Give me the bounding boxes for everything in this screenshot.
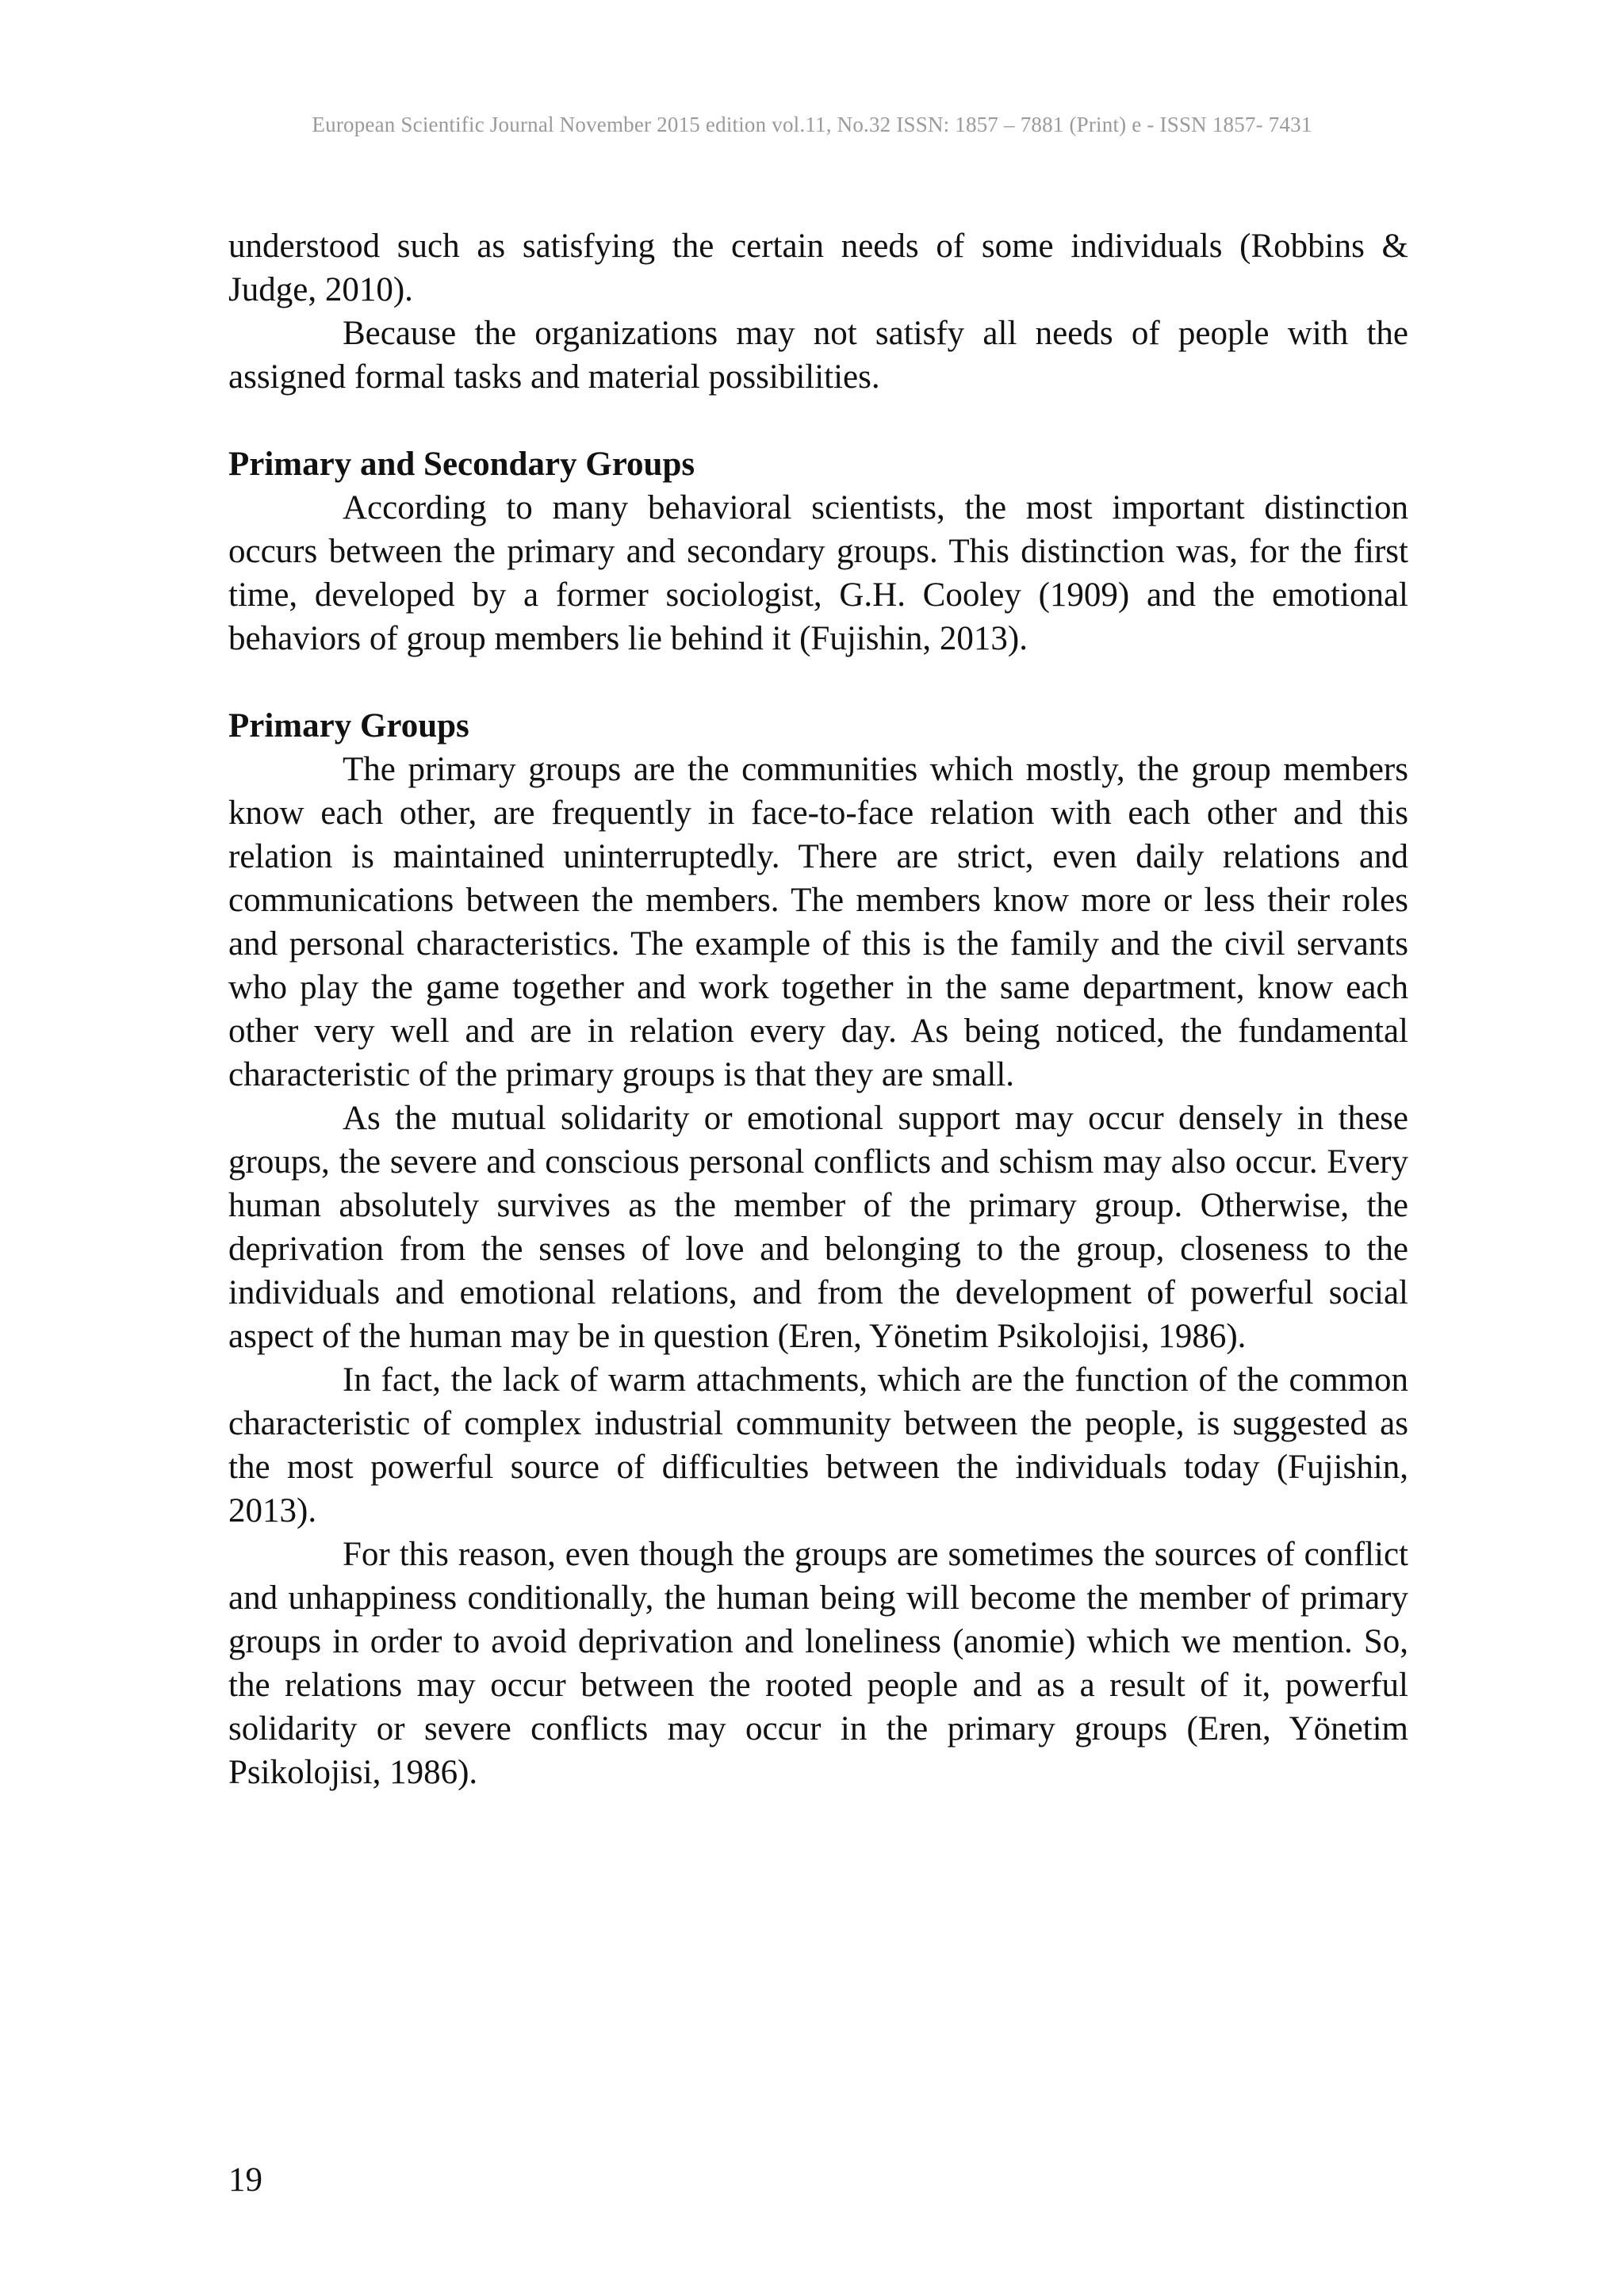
paragraph-primary-groups-definition: The primary groups are the communities which mostly, the group members know each other, are frequently in face-to-face relation with each other and this relation is maintained uninterruptedly. There are strict, even daily relations and communications between the members. The members know more or less their roles and personal characteristics. The example of this is the family and the civil servants who play the game together and work together in the same department, know each other very well and are in relation every day. As being noticed, the fundamental characteristic of the primary groups is that they are small. <box>228 751 1408 1093</box>
page-number: 19 <box>228 2161 262 2199</box>
article-body <box>228 224 1408 1794</box>
paragraph-avoid-deprivation: For this reason, even though the groups are sometimes the sources of conflict and unhappiness conditionally, the human being will become the member of primary groups in order to avoid deprivation and loneliness (anomie) which we mention. So, the relations may occur between the rooted people and as a result of it, powerful solidarity or severe conflicts may occur in the primary groups (Eren, Yönetim Psikolojisi, 1986). <box>228 1536 1408 1791</box>
paragraph-cooley-distinction: According to many behavioral scientists, the most important distinction occurs between the primary and secondary groups. This distinction was, for the first time, developed by a former sociologist, G.H. Cooley (1909) and the emotional behaviors of group members lie behind it (Fujishin, 2013). <box>228 489 1408 657</box>
paragraph-warm-attachments: In fact, the lack of warm attachments, which are the function of the common characteristic of complex industrial community between the people, is suggested as the most powerful source of difficulties between the individuals today (Fujishin, 2013). <box>228 1361 1408 1529</box>
section-heading-primary-groups: Primary Groups <box>228 707 469 745</box>
section-heading-primary-secondary-groups: Primary and Secondary Groups <box>228 446 695 483</box>
paragraph-solidarity-conflicts: As the mutual solidarity or emotional support may occur densely in these groups, the severe and conscious personal conflicts and schism may also occur. Every human absolutely survives as the member of the primary group. Otherwise, the deprivation from the senses of love and belonging to the group, closeness to the individuals and emotional relations, and from the development of powerful social aspect of the human may be in question (Eren, Yönetim Psikolojisi, 1986). <box>228 1100 1408 1355</box>
paragraph-continuation: understood such as satisfying the certain needs of some individuals (Robbins & Judge, 2010). <box>228 228 1408 308</box>
paragraph-organizations-needs: Because the organizations may not satisfy all needs of people with the assigned formal tasks and material possibilities. <box>228 315 1408 396</box>
running-header: European Scientific Journal November 2015 edition vol.11, No.32 ISSN: 1857 – 7881 (Print) e - ISSN 1857- 7431 <box>312 113 1312 136</box>
